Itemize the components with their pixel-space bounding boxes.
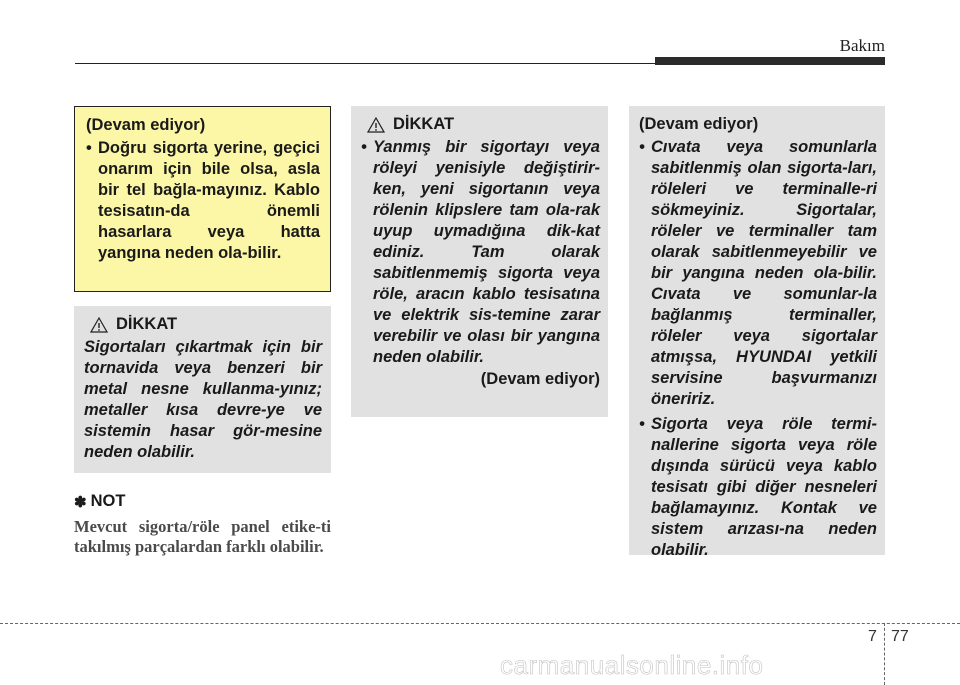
chapter-number: 7 bbox=[868, 628, 877, 645]
caution-heading-label: DİKKAT bbox=[116, 315, 178, 333]
caution-heading bbox=[361, 114, 600, 135]
bullet-text: Sigorta veya röle termi-nallerine sigorta veya röle dışında sürücü veya kablo tesisatı gibi diğer nesneleri bağlamayınız. Kontak ve sistem arızası-na neden olabilir. bbox=[651, 415, 877, 559]
warning-triangle-icon bbox=[90, 317, 108, 333]
continued-heading: (Devam ediyor) bbox=[86, 116, 206, 134]
continued-warning-box bbox=[74, 106, 331, 292]
bullet-mark: • bbox=[86, 139, 92, 157]
bullet-text: Yanmış bir sigortayı veya röleyi yenisiyle değiştirir-ken, yeni sigortanın veya rölenin klipslere tam ola-rak uyup uymadığına dik-kat ediniz. Tam olarak sabitlenmemiş sigorta veya röle, aracın kablo tesisatına ve elektrik sis-temine zarar verebilir ve olası bir yangına neden olabilir. bbox=[373, 138, 600, 366]
bullet-mark: • bbox=[639, 138, 645, 156]
continued-heading: (Devam ediyor) bbox=[639, 115, 759, 133]
note-text: Mevcut sigorta/röle panel etike-ti takılmış parçalardan farklı olabilir. bbox=[74, 517, 331, 556]
note-heading bbox=[74, 492, 331, 511]
bullet-item bbox=[86, 138, 320, 264]
caution-box-screwdriver bbox=[74, 306, 331, 473]
page-header-title: Bakım bbox=[839, 36, 885, 55]
bullet-text: Doğru sigorta yerine, geçici onarım için bile olsa, asla bir tel bağla-mayınız. Kablo tesisatın-da önemli hasarlara veya hatta yangına neden ola-bilir. bbox=[98, 139, 320, 262]
bullet-mark: • bbox=[361, 138, 367, 156]
page-number: 77 bbox=[891, 628, 909, 645]
note-star-icon: ✽ bbox=[74, 493, 87, 511]
header-rule-accent bbox=[655, 57, 885, 65]
continued-label: (Devam ediyor) bbox=[480, 370, 600, 388]
header-rule bbox=[75, 63, 655, 64]
caution-text: Sigortaları çıkartmak için bir tornavida veya benzeri bir metal nesne kullanma-yınız; metaller kısa devre-ye ve sistemin hasar gör-mesine neden olabilir. bbox=[84, 338, 322, 461]
warning-triangle-icon bbox=[367, 117, 385, 133]
caution-heading bbox=[84, 314, 322, 335]
caution-box-fuse-replacement bbox=[351, 106, 608, 417]
note-heading-label: NOT bbox=[90, 492, 126, 510]
bullet-item bbox=[639, 414, 877, 561]
bullet-mark: • bbox=[639, 415, 645, 433]
bullet-item bbox=[361, 137, 600, 368]
caution-heading-label: DİKKAT bbox=[393, 115, 455, 133]
note-block bbox=[74, 492, 331, 557]
bullet-item bbox=[639, 137, 877, 410]
bullet-text: Cıvata veya somunlarla sabitlenmiş olan sigorta-ları, röleleri ve terminalle-ri sökmeyiniz. Sigortalar, röleler ve terminaller tam olarak sabitlenmeyebilir ve bir yangına neden ola-bilir. Cıvata ve somunlar-la bağlanmış terminaller, röleler veya sigortalar atmışsa, HYUNDAI yetkili servisine başvurmanızı öneririz. bbox=[651, 138, 877, 408]
footer-rule bbox=[0, 623, 960, 624]
continued-caution-box bbox=[629, 106, 885, 559]
watermark-logo: carmanualsonline.info bbox=[500, 650, 764, 680]
